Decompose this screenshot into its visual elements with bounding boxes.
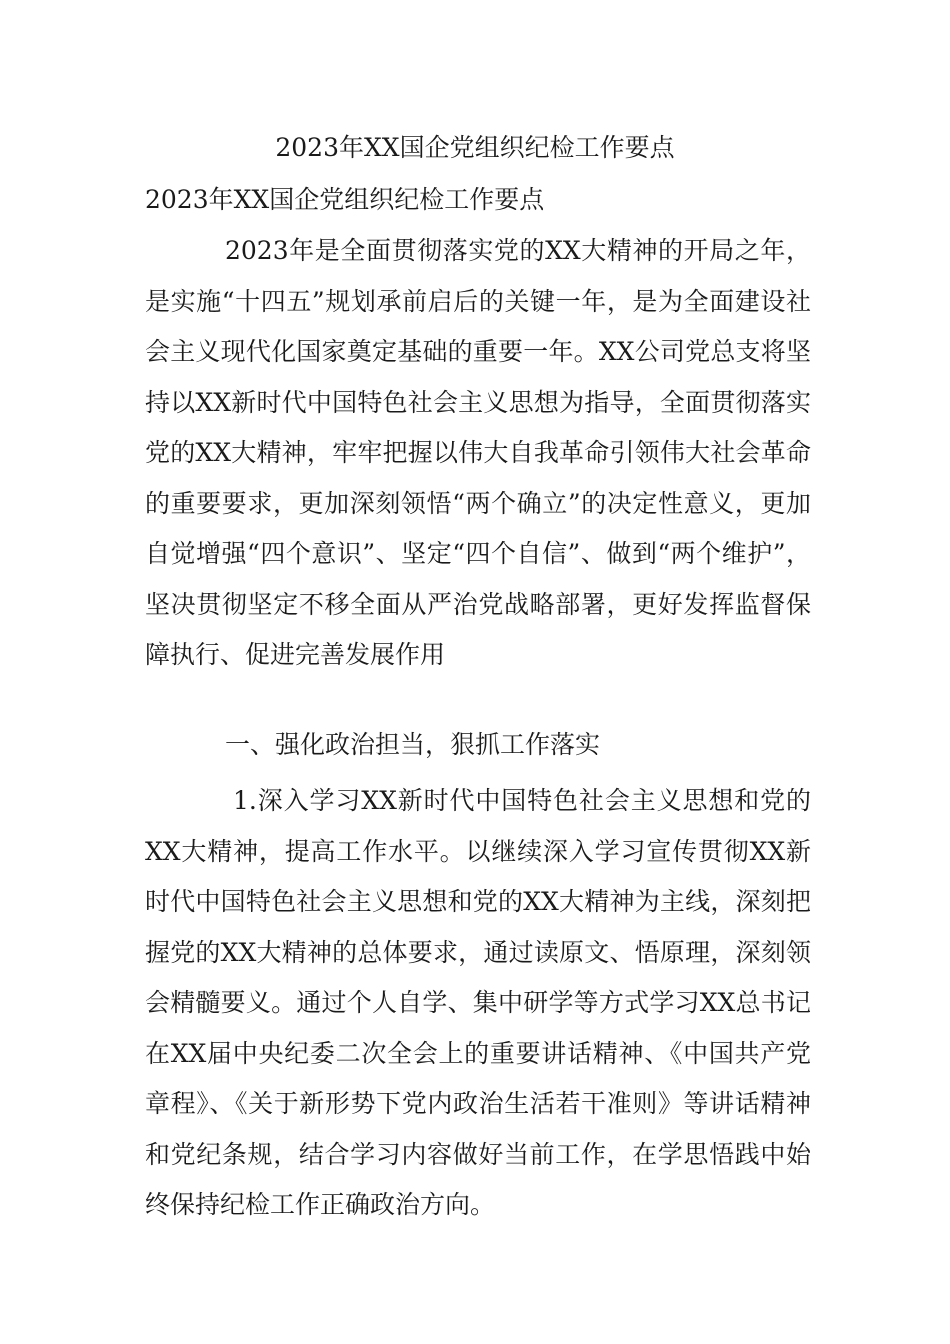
item-1-paragraph: 1.深入学习XX新时代中国特色社会主义思想和党的XX大精神，提高工作水平。以继续深入学习宣传贯彻XX新时代中国特色社会主义思想和党的XX大精神为主线，深刻把握党的XX大精神的总体要求，通过读原文、悟原理，深刻领会精髓要义。通过个人自学、集中研学等方式学习XX总书记在XX届中央纪委二次全会上的重要讲话精神、《中国共产党章程》、《关于新形势下党内政治生活若干准则》等讲话精神和党纪条规，结合学习内容做好当前工作，在学思悟践中始终保持纪检工作正确政治方向。 [145, 786, 811, 1219]
document-subtitle: 2023年XX国企党组织纪检工作要点 [145, 185, 545, 214]
intro-paragraph: 2023年是全面贯彻落实党的XX大精神的开局之年，是实施“十四五”规划承前启后的关键一年，是为全面建设社会主义现代化国家奠定基础的重要一年。XX公司党总支将坚持以XX新时代中国特色社会主义思想为指导，全面贯彻落实党的XX大精神，牢牢把握以伟大自我革命引领伟大社会革命的重要要求，更加深刻领悟“两个确立”的决定性意义，更加自觉增强“四个意识”、坚定“四个自信”、做到“两个维护”，坚决贯彻坚定不移全面从严治党战略部署，更好发挥监督保障执行、促进完善发展作用 [145, 236, 811, 669]
section-heading-1: 一、强化政治担当，狠抓工作落实 [225, 730, 601, 759]
document-title: 2023年XX国企党组织纪检工作要点 [275, 133, 675, 162]
